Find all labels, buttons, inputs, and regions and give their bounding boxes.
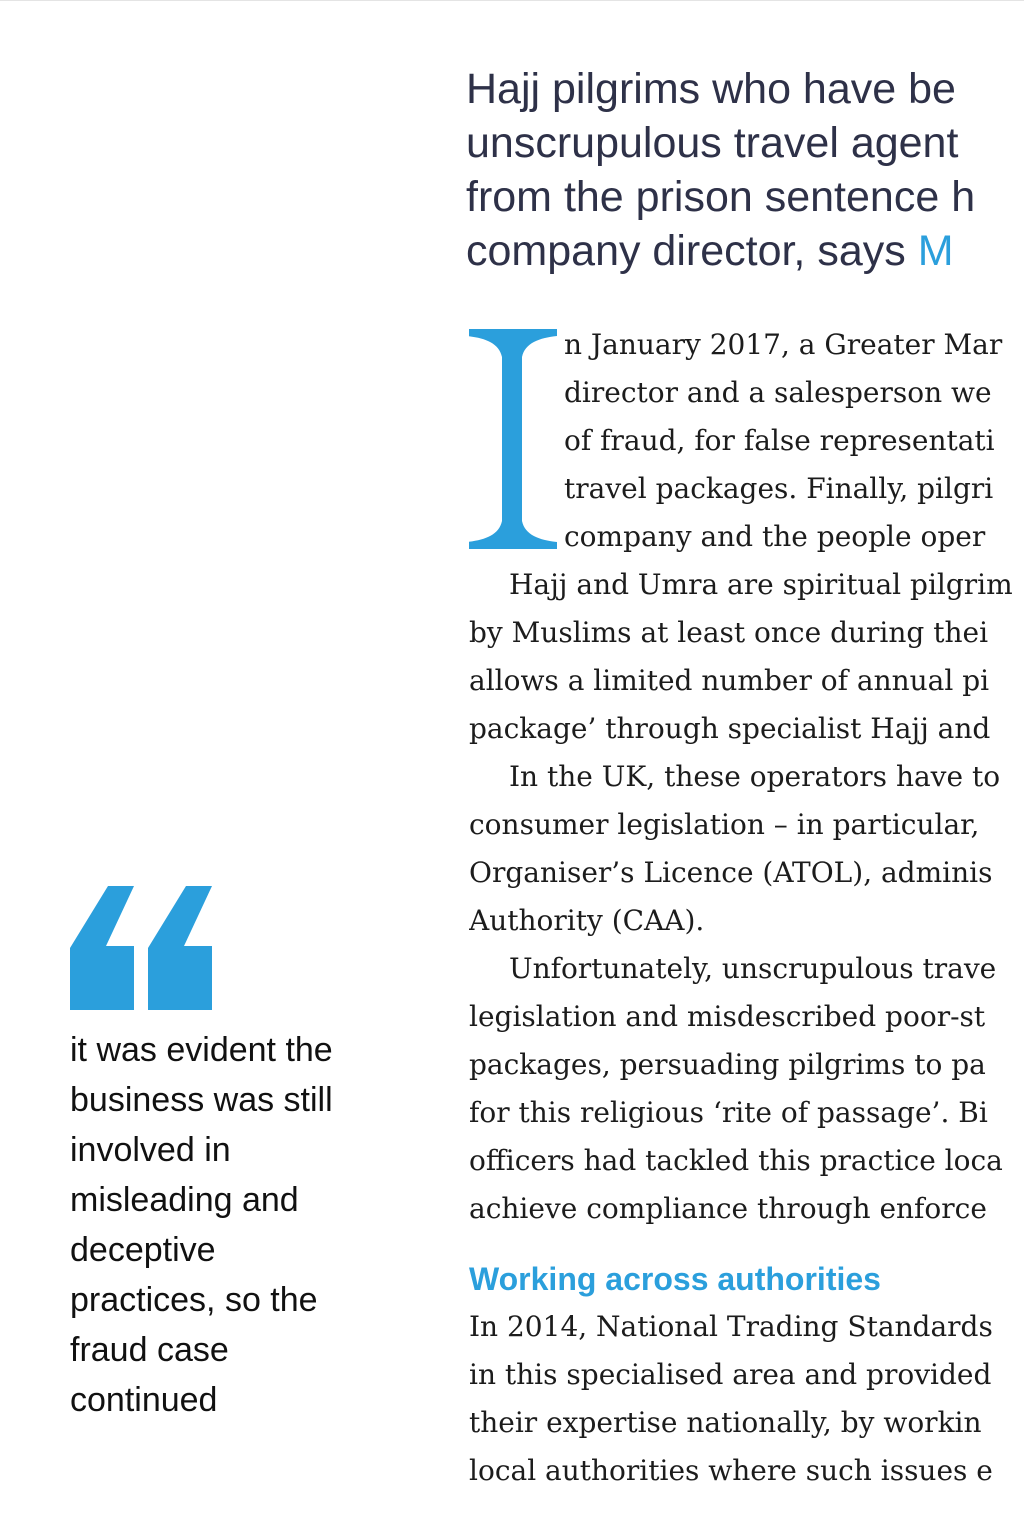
standfirst-line: Hajj pilgrims who have be: [466, 65, 956, 113]
pull-quote-line: it was evident the: [70, 1031, 333, 1069]
lead-paragraph: [469, 321, 1024, 561]
drop-cap: [469, 329, 559, 549]
lead-line: company and the people oper: [564, 520, 986, 553]
body-line: allows a limited number of annual pi: [469, 664, 990, 697]
pull-quote: [70, 1025, 400, 1425]
body-line: achieve compliance through enforce: [469, 1192, 987, 1225]
section-line: in this specialised area and provided: [469, 1358, 992, 1391]
body-line: Hajj and Umra are spiritual pilgrim: [509, 568, 1013, 601]
author-byline: M: [917, 227, 954, 275]
section-paragraph: [469, 1303, 1024, 1495]
pull-quote-line: misleading and: [70, 1181, 299, 1219]
body-line: legislation and misdescribed poor-st: [469, 1000, 986, 1033]
body-line: Unfortunately, unscrupulous trave: [509, 952, 997, 985]
body-line: package’ through specialist Hajj and: [469, 712, 991, 745]
body-line: packages, persuading pilgrims to pa: [469, 1048, 986, 1081]
section-line: local authorities where such issues e: [469, 1454, 993, 1487]
article-body: [469, 321, 1024, 1495]
article-standfirst: [466, 62, 1024, 278]
body-line: by Muslims at least once during thei: [469, 616, 989, 649]
body-line: for this religious ‘rite of passage’. Bi: [469, 1096, 988, 1129]
standfirst-line: unscrupulous travel agent: [466, 119, 959, 167]
lead-line: n January 2017, a Greater Mar: [564, 328, 1003, 361]
pull-quote-line: deceptive: [70, 1231, 216, 1269]
page-top-rule: [0, 0, 1024, 1]
pull-quote-line: involved in: [70, 1131, 231, 1169]
body-line: In the UK, these operators have to: [509, 760, 1001, 793]
lead-lines: [564, 321, 1002, 561]
section-line: In 2014, National Trading Standards: [469, 1310, 993, 1343]
standfirst-line: [466, 224, 1024, 278]
body-line: consumer legislation – in particular,: [469, 808, 980, 841]
body-paragraphs: [469, 561, 1024, 1233]
lead-line: travel packages. Finally, pilgri: [564, 472, 994, 505]
body-line: Organiser’s Licence (ATOL), adminis: [469, 856, 993, 889]
body-line: officers had tackled this practice loca: [469, 1144, 1003, 1177]
pull-quote-line: practices, so the: [70, 1281, 318, 1319]
pull-quote-line: continued: [70, 1381, 218, 1419]
lead-line: director and a salesperson we: [564, 376, 992, 409]
standfirst-line: from the prison sentence h: [466, 173, 976, 221]
pull-quote-line: fraud case: [70, 1331, 229, 1369]
lead-line: of fraud, for false representati: [564, 424, 995, 457]
quote-mark-icon: [70, 886, 215, 1010]
section-line: their expertise nationally, by workin: [469, 1406, 982, 1439]
standfirst-line-text: company director, says: [466, 227, 918, 275]
section-subheading: Working across authorities: [469, 1261, 881, 1297]
body-line: Authority (CAA).: [469, 904, 705, 937]
pull-quote-line: business was still: [70, 1081, 333, 1119]
